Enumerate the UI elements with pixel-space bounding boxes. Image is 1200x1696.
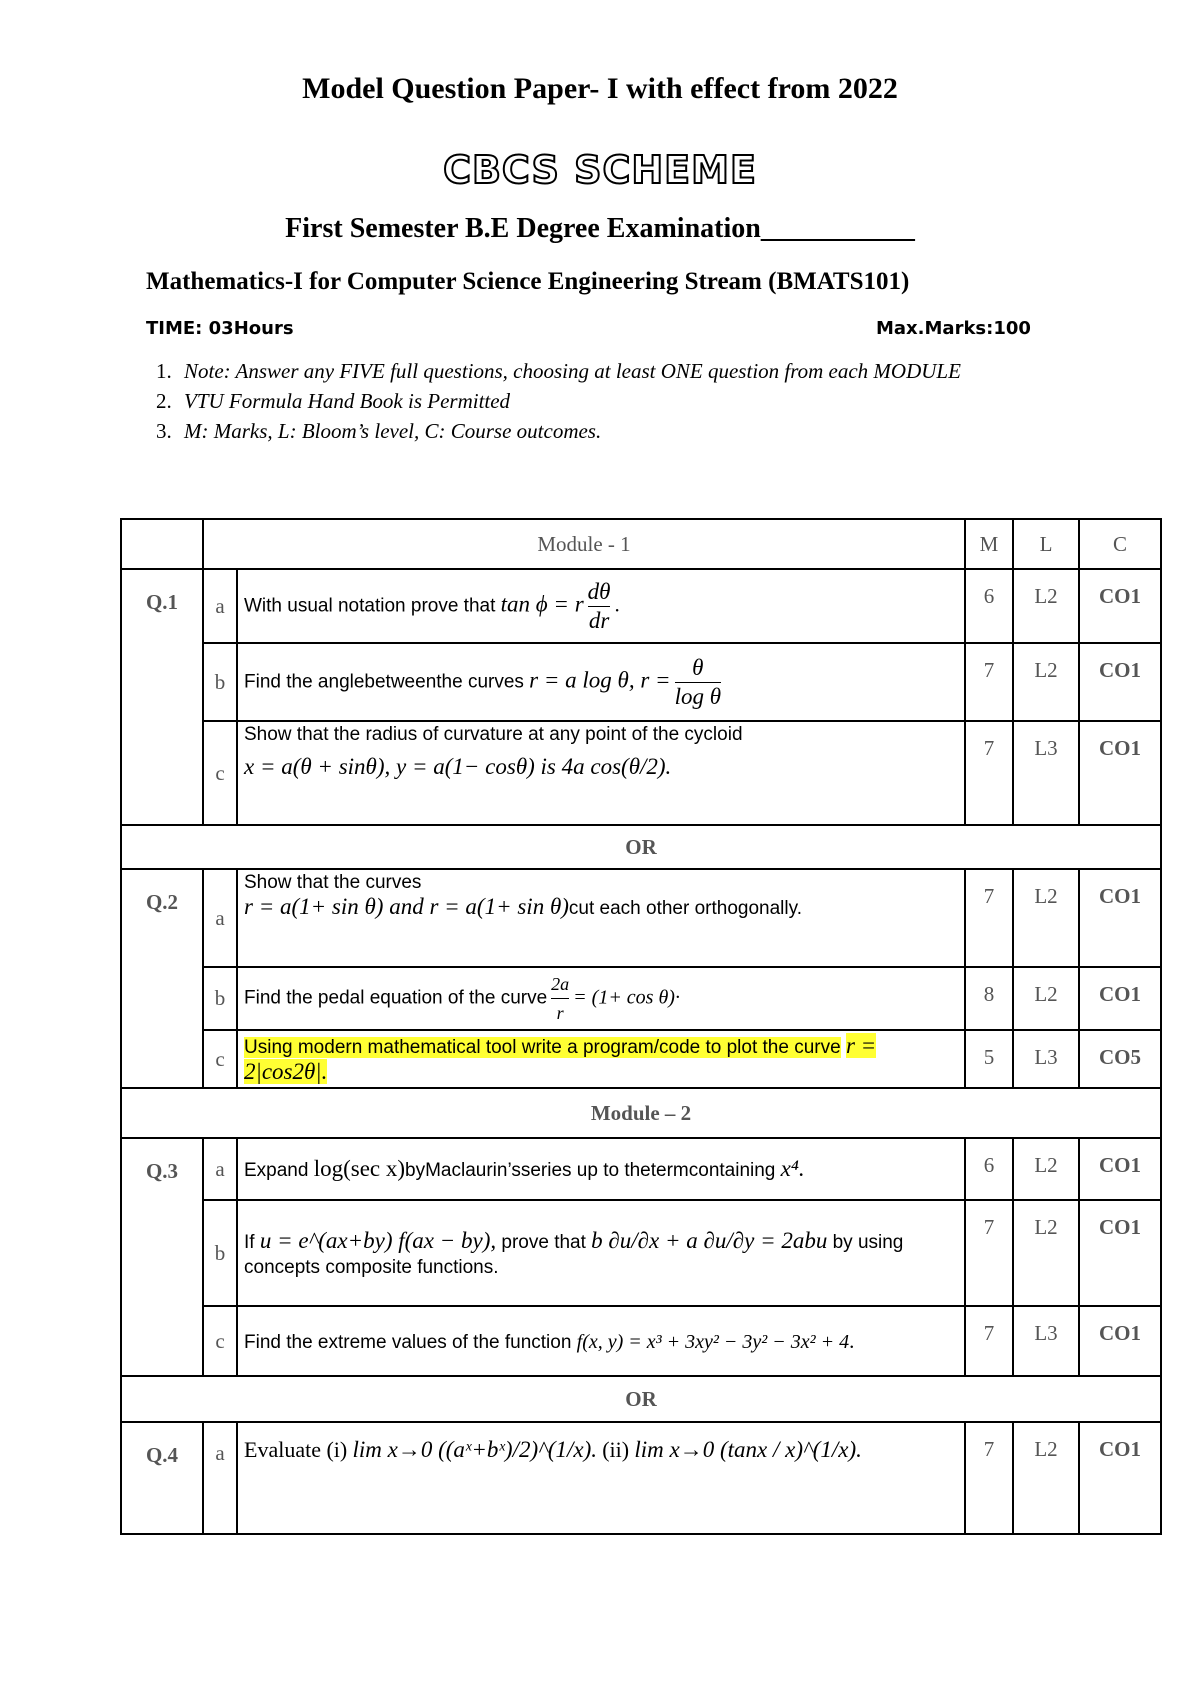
question-text: Find the pedal equation of the curve $\frac{2a}{r}$ = (1+ cos θ)· — [237, 967, 965, 1030]
exam-title: First Semester B.E Degree Examination___________ — [285, 213, 915, 244]
level-value: L2 — [1013, 1200, 1079, 1306]
sub-label: c — [203, 721, 237, 825]
or-row — [121, 825, 1161, 869]
note-item: 2. VTU Formula Hand Book is Permitted — [156, 389, 511, 413]
marks-value: 8 — [965, 967, 1013, 1030]
co-value: CO5 — [1079, 1030, 1161, 1088]
level-value: L2 — [1013, 1422, 1079, 1534]
marks-value: 7 — [965, 721, 1013, 825]
page-title: Model Question Paper- I with effect from 2022 — [302, 72, 898, 105]
question-text: Expand log(sec x)byMaclaurin’sseries up to thetermcontaining x⁴. — [237, 1138, 965, 1200]
sub-label: c — [203, 1306, 237, 1376]
level-value: L2 — [1013, 643, 1079, 721]
table-row — [121, 1422, 1161, 1534]
table-row — [121, 643, 1161, 721]
question-number: Q.4 — [121, 1422, 203, 1534]
table-row — [121, 1306, 1161, 1376]
sub-label: a — [203, 569, 237, 643]
table-row — [121, 569, 1161, 643]
note-item: 3. M: Marks, L: Bloom’s level, C: Course outcomes. — [156, 419, 602, 443]
col-m-header: M — [965, 519, 1013, 569]
marks-value: 5 — [965, 1030, 1013, 1088]
co-value: CO1 — [1079, 967, 1161, 1030]
col-l-header: L — [1013, 519, 1079, 569]
question-text: Show that the curves r = a(1+ sin θ) and r = a(1+ sin θ)cut each other orthogonally. — [237, 869, 965, 967]
instructions — [156, 358, 1056, 448]
question-text: Show that the radius of curvature at any point of the cycloid x = a(θ + sinθ), y = a(1− cosθ) is 4a cos(θ/2). — [237, 721, 965, 825]
question-text: If u = e^(ax+by) f(ax − by), prove that b ∂u/∂x + a ∂u/∂y = 2abu by using concepts composite functions. — [237, 1200, 965, 1306]
level-value: L3 — [1013, 1306, 1079, 1376]
question-text: Using modern mathematical tool write a program/code to plot the curve r = 2|cos2θ|. — [237, 1030, 965, 1088]
question-number: Q.1 — [121, 569, 203, 825]
module-2-title: Module – 2 — [121, 1088, 1161, 1138]
sub-label: a — [203, 1422, 237, 1534]
table-row — [121, 1200, 1161, 1306]
or-row — [121, 1376, 1161, 1422]
sub-label: b — [203, 967, 237, 1030]
marks-value: 6 — [965, 1138, 1013, 1200]
table-row — [121, 1030, 1161, 1088]
module-2-row — [121, 1088, 1161, 1138]
col-c-header: C — [1079, 519, 1161, 569]
or-divider: OR — [121, 1376, 1161, 1422]
level-value: L2 — [1013, 967, 1079, 1030]
sub-label: a — [203, 1138, 237, 1200]
level-value: L2 — [1013, 869, 1079, 967]
co-value: CO1 — [1079, 569, 1161, 643]
level-value: L2 — [1013, 569, 1079, 643]
marks-value: 7 — [965, 1306, 1013, 1376]
marks-value: 6 — [965, 569, 1013, 643]
sub-label: b — [203, 1200, 237, 1306]
max-marks-label: Max.Marks:100 — [876, 318, 1031, 339]
marks-value: 7 — [965, 1422, 1013, 1534]
question-text: Find the extreme values of the function f(x, y) = x³ + 3xy² − 3y² − 3x² + 4. — [237, 1306, 965, 1376]
sub-label: a — [203, 869, 237, 967]
co-value: CO1 — [1079, 1306, 1161, 1376]
subject-title: Mathematics-I for Computer Science Engineering Stream (BMATS101) — [146, 268, 910, 295]
time-label: TIME: 03Hours — [146, 318, 294, 339]
module-1-header-row — [121, 519, 1161, 569]
co-value: CO1 — [1079, 869, 1161, 967]
question-text: With usual notation prove that tan ϕ = r $\frac{d\theta}{dr}$ . — [237, 569, 965, 643]
marks-value: 7 — [965, 869, 1013, 967]
table-row — [121, 1138, 1161, 1200]
table-row — [121, 721, 1161, 825]
marks-value: 7 — [965, 1200, 1013, 1306]
co-value: CO1 — [1079, 721, 1161, 825]
table-row — [121, 869, 1161, 967]
question-number: Q.2 — [121, 869, 203, 1088]
sub-label: c — [203, 1030, 237, 1088]
marks-value: 7 — [965, 643, 1013, 721]
co-value: CO1 — [1079, 643, 1161, 721]
question-number: Q.3 — [121, 1138, 203, 1376]
note-item: 1. Note: Answer any FIVE full questions, choosing at least ONE question from each MODULE — [156, 359, 961, 383]
level-value: L2 — [1013, 1138, 1079, 1200]
level-value: L3 — [1013, 1030, 1079, 1088]
co-value: CO1 — [1079, 1200, 1161, 1306]
level-value: L3 — [1013, 721, 1079, 825]
co-value: CO1 — [1079, 1138, 1161, 1200]
sub-label: b — [203, 643, 237, 721]
scheme-logo: CBCS SCHEME — [443, 148, 757, 192]
question-text: Find the anglebetweenthe curves r = a log θ, r = $\frac{\theta}{\text{log θ}}$ — [237, 643, 965, 721]
module-1-title: Module - 1 — [203, 519, 965, 569]
co-value: CO1 — [1079, 1422, 1161, 1534]
table-row — [121, 967, 1161, 1030]
or-divider: OR — [121, 825, 1161, 869]
question-table — [120, 518, 1162, 1535]
question-text: Evaluate (i) lim x→0 ((aˣ+bˣ)/2)^(1/x). (ii) lim x→0 (tanx / x)^(1/x). — [237, 1422, 965, 1534]
